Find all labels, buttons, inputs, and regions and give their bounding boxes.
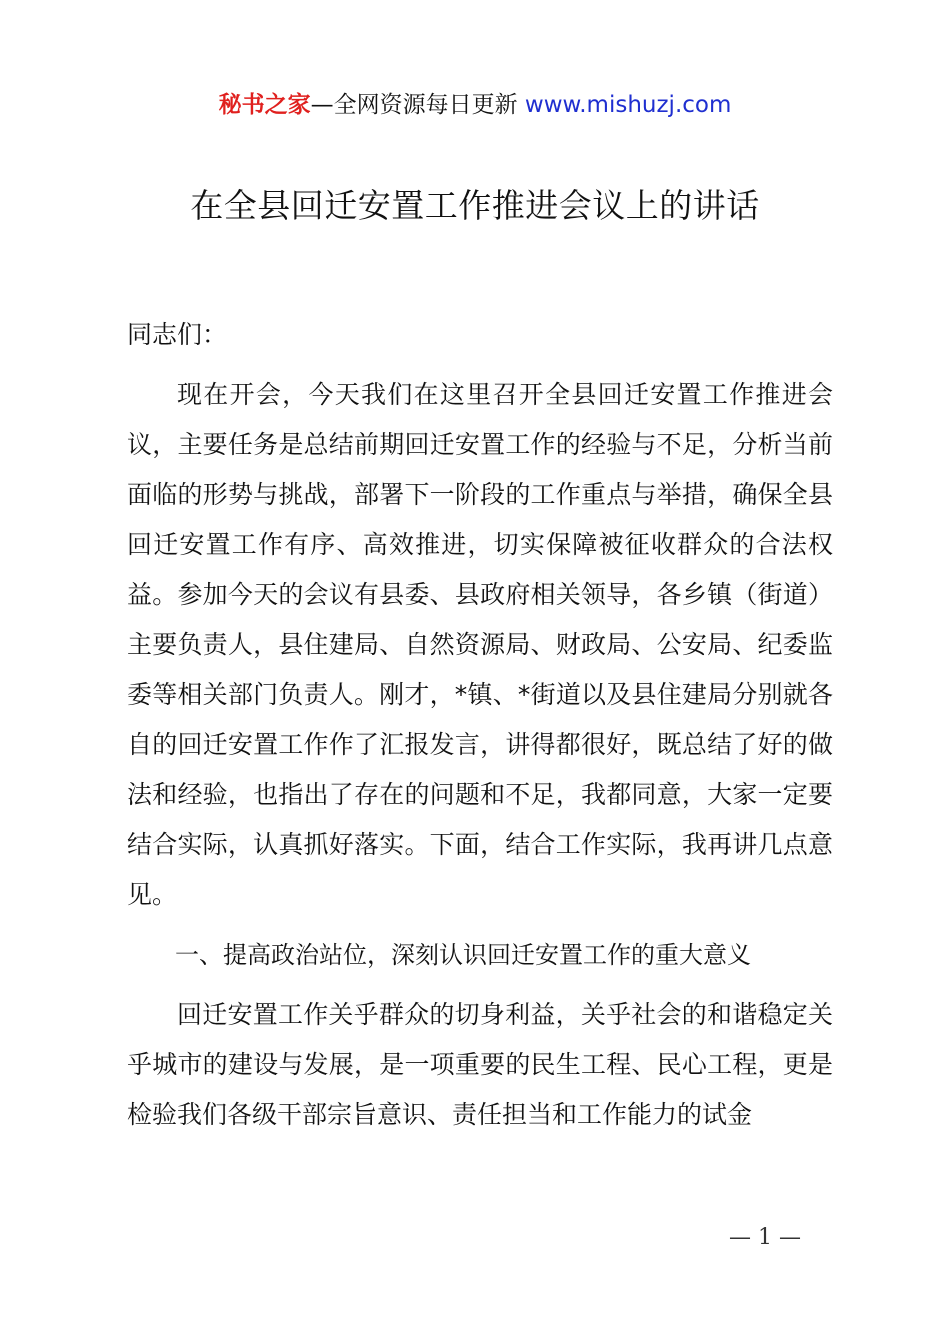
salutation: 同志们： [127,320,228,349]
brand-name: 秘书之家 [218,92,311,118]
page-number: — 1 — [729,1225,801,1250]
section-heading-1: 一、提高政治站位，深刻认识回迁安置工作的重大意义 [175,941,751,969]
site-header [0,88,950,122]
document-title: 在全县回迁安置工作推进会议上的讲话 [190,186,760,225]
opening-paragraph: 现在开会，今天我们在这里召开全县回迁安置工作推进会议，主要任务是总结前期回迁安置工作的经验与不足，分析当前面临的形势与挑战，部署下一阶段的工作重点与举措，确保全县回迁安置工作有序、高效推进，切实保障被征收群众的合法权益。参加今天的会议有县委、县政府相关领导，各乡镇（街道）主要负责人，县住建局、自然资源局、财政局、公安局、纪委监委等相关部门负责人。刚才，*镇、*街道以及县住建局分别就各自的回迁安置工作作了汇报发言，讲得都很好，既总结了好的做法和经验，也指出了存在的问题和不足，我都同意，大家一定要结合实际，认真抓好落实。下面，结合工作实际，我再讲几点意见。 [127,380,833,909]
document-body [127,310,833,1140]
site-url-link[interactable]: www.mishuzj.com [524,92,732,118]
header-tagline: —全网资源每日更新 [310,92,518,118]
section-1-paragraph: 回迁安置工作关乎群众的切身利益，关乎社会的和谐稳定关乎城市的建设与发展，是一项重要的民生工程、民心工程，更是检验我们各级干部宗旨意识、责任担当和工作能力的试金 [127,1000,833,1129]
